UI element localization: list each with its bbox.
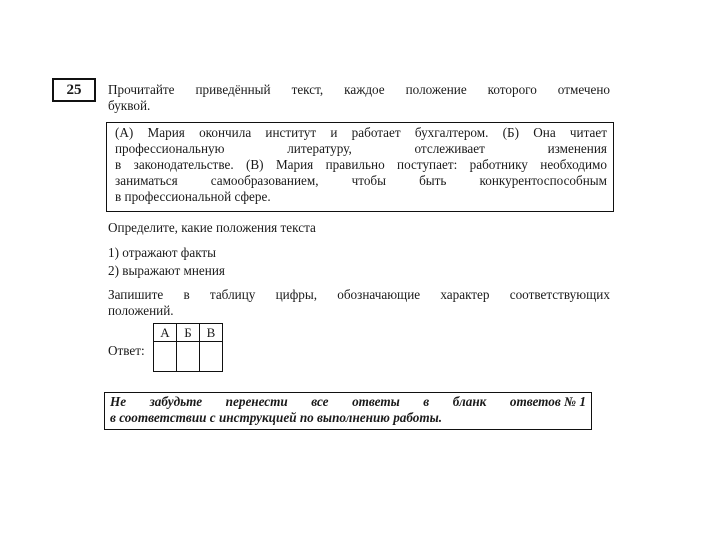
source-text-line1: (А) Мария окончила институт и работает бухгалтером. (Б) Она читает [115, 125, 607, 140]
option-1 [108, 245, 216, 261]
word: характер [440, 287, 490, 302]
word: Прочитайте [108, 82, 175, 97]
word: цифры, [275, 287, 317, 302]
option-2 [108, 263, 225, 279]
source-text-line3: в законодательстве. (В) Мария правильно поступает: работнику необходимо [115, 157, 607, 172]
word: самообразованием, [210, 173, 319, 188]
word: обозначающие [337, 287, 421, 302]
word: ответов № 1 [509, 394, 586, 409]
word: забудьте [149, 394, 203, 409]
reminder-line2: в соответствии с инструкцией по выполнению работы. [110, 410, 443, 425]
task-intro-line1 [108, 82, 610, 98]
answer-label: Ответ: [108, 343, 145, 358]
word: в [423, 394, 430, 409]
option-number: 1) [108, 245, 119, 260]
word: отмечено [557, 82, 610, 97]
word: Не [110, 394, 127, 409]
option-text: отражают факты [122, 245, 217, 260]
source-text-line2 [115, 141, 607, 157]
word: литературу, [287, 141, 352, 156]
word: изменения [547, 141, 607, 156]
word: соответствующих [509, 287, 610, 302]
reminder-line1 [110, 394, 586, 410]
word: отслеживает [414, 141, 485, 156]
instruction-line2: положений. [108, 303, 174, 318]
source-text-line4 [115, 173, 607, 189]
word: перенести [225, 394, 288, 409]
answer-header-a: А [154, 324, 177, 342]
answer-cell-b[interactable] [177, 342, 200, 372]
word: чтобы [351, 173, 386, 188]
answer-table [153, 323, 223, 372]
word: конкурентоспособным [479, 173, 607, 188]
word: все [311, 394, 329, 409]
answer-cell-a[interactable] [154, 342, 177, 372]
word: таблицу [209, 287, 256, 302]
word: профессиональную [115, 141, 225, 156]
word: в [183, 287, 190, 302]
word: бланк [452, 394, 487, 409]
option-number: 2) [108, 263, 119, 278]
word: быть [419, 173, 447, 188]
word: каждое [344, 82, 385, 97]
option-text: выражают мнения [122, 263, 225, 278]
word: текст, [291, 82, 324, 97]
task-number: 25 [52, 78, 96, 102]
answer-cell-v[interactable] [200, 342, 223, 372]
instruction [108, 287, 610, 319]
task-intro [108, 82, 610, 114]
word: положение [405, 82, 467, 97]
reminder-note [104, 392, 592, 430]
source-text-box [106, 122, 614, 212]
word: заниматься [115, 173, 178, 188]
instruction-line1 [108, 287, 610, 303]
word: Запишите [108, 287, 164, 302]
word: которого [487, 82, 537, 97]
word: ответы [352, 394, 400, 409]
answer-header-b: Б [177, 324, 200, 342]
answer-header-v: В [200, 324, 223, 342]
task-intro-line2: буквой. [108, 98, 151, 113]
source-text-line5: в профессиональной сфере. [115, 189, 271, 204]
question-text: Определите, какие положения текста [108, 220, 316, 235]
word: приведённый [195, 82, 271, 97]
